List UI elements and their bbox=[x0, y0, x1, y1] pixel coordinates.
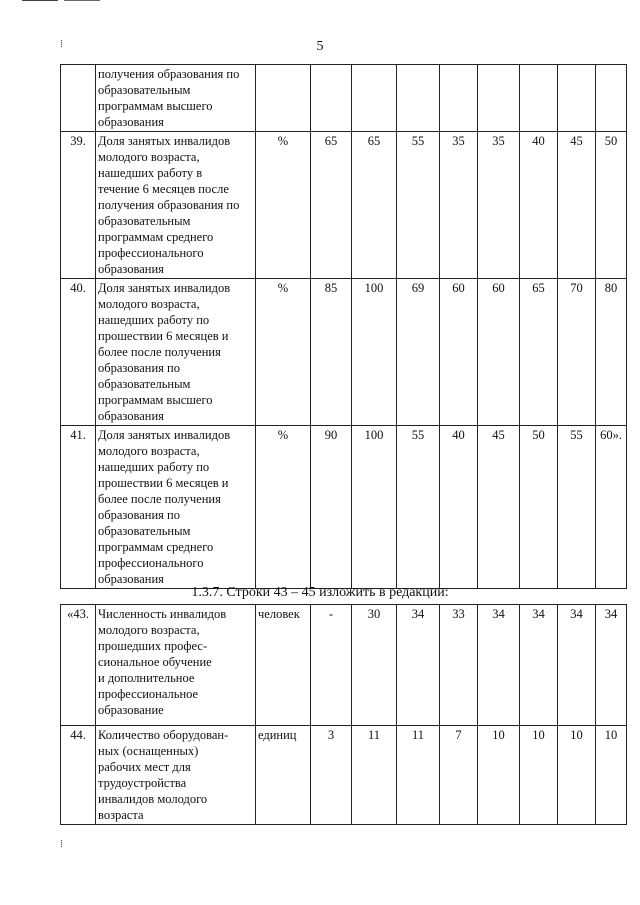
value-cell: 35 bbox=[440, 132, 478, 279]
page-number: 5 bbox=[316, 39, 324, 54]
indicators-table-continued bbox=[60, 64, 627, 589]
value-cell: 34 bbox=[520, 605, 558, 726]
description-line: Доля занятых инвалидов bbox=[98, 134, 231, 148]
value-cell: 65 bbox=[352, 132, 397, 279]
unit-cell: % bbox=[256, 132, 311, 279]
description-line: профессионального bbox=[98, 556, 204, 570]
value-cell: 40 bbox=[440, 426, 478, 589]
amendment-paragraph: 1.3.7. Строки 43 – 45 изложить в редакции: bbox=[191, 585, 449, 600]
value-cell: 30 bbox=[352, 605, 397, 726]
description-line: образования по bbox=[98, 508, 181, 522]
row-number: 39. bbox=[61, 132, 96, 279]
description-line: образования по bbox=[98, 361, 181, 375]
indicator-description bbox=[96, 65, 256, 132]
description-line: прошествии 6 месяцев и bbox=[98, 476, 229, 490]
table-row bbox=[61, 426, 627, 589]
description-line: образования bbox=[98, 409, 164, 423]
row-number: «43. bbox=[61, 605, 96, 726]
description-line: образования bbox=[98, 262, 164, 276]
value-cell: 10 bbox=[596, 726, 627, 825]
top-rule bbox=[22, 0, 58, 1]
description-line: молодого возраста, bbox=[98, 150, 200, 164]
scan-mark: ⁞ bbox=[60, 838, 64, 850]
value-cell: 80 bbox=[596, 279, 627, 426]
value-cell: 34 bbox=[558, 605, 596, 726]
description-line: молодого возраста, bbox=[98, 297, 200, 311]
value-cell bbox=[478, 65, 520, 132]
description-line: Доля занятых инвалидов bbox=[98, 281, 231, 295]
value-cell: 45 bbox=[558, 132, 596, 279]
value-cell: 10 bbox=[558, 726, 596, 825]
row-number bbox=[61, 65, 96, 132]
value-cell: 100 bbox=[352, 279, 397, 426]
top-rule-2 bbox=[64, 0, 100, 1]
value-cell: 50 bbox=[520, 426, 558, 589]
table-row bbox=[61, 605, 627, 726]
description-line: программам высшего bbox=[98, 393, 213, 407]
row-number: 40. bbox=[61, 279, 96, 426]
value-cell bbox=[520, 65, 558, 132]
value-cell bbox=[440, 65, 478, 132]
value-cell: 33 bbox=[440, 605, 478, 726]
description-line: образовательным bbox=[98, 214, 191, 228]
value-cell: - bbox=[311, 605, 352, 726]
table-row bbox=[61, 132, 627, 279]
description-line: образовательным bbox=[98, 524, 191, 538]
value-cell: 34 bbox=[478, 605, 520, 726]
value-cell: 45 bbox=[478, 426, 520, 589]
description-line: получения образования по bbox=[98, 198, 240, 212]
indicator-description bbox=[96, 605, 256, 726]
value-cell: 65 bbox=[520, 279, 558, 426]
value-cell bbox=[558, 65, 596, 132]
description-line: и дополнительное bbox=[98, 671, 195, 685]
description-line: профессиональное bbox=[98, 687, 199, 701]
description-line: молодого возраста, bbox=[98, 623, 200, 637]
description-line: более после получения bbox=[98, 345, 221, 359]
value-cell: 40 bbox=[520, 132, 558, 279]
value-cell: 50 bbox=[596, 132, 627, 279]
value-cell: 10 bbox=[478, 726, 520, 825]
description-line: прошествии 6 месяцев и bbox=[98, 329, 229, 343]
description-line: образования bbox=[98, 572, 164, 586]
description-line: образовательным bbox=[98, 377, 191, 391]
value-cell: 60». bbox=[596, 426, 627, 589]
value-cell bbox=[596, 65, 627, 132]
indicator-description bbox=[96, 726, 256, 825]
description-line: нашедших работу по bbox=[98, 460, 210, 474]
indicator-description bbox=[96, 279, 256, 426]
description-line: Доля занятых инвалидов bbox=[98, 428, 231, 442]
description-line: Количество оборудован- bbox=[98, 728, 229, 742]
description-line: нашедших работу по bbox=[98, 313, 210, 327]
value-cell: 65 bbox=[311, 132, 352, 279]
description-line: образование bbox=[98, 703, 164, 717]
value-cell: 60 bbox=[478, 279, 520, 426]
value-cell: 11 bbox=[352, 726, 397, 825]
value-cell: 70 bbox=[558, 279, 596, 426]
description-line: ных (оснащенных) bbox=[98, 744, 199, 758]
table-row bbox=[61, 726, 627, 825]
indicator-description bbox=[96, 426, 256, 589]
description-line: образовательным bbox=[98, 83, 191, 97]
description-line: профессионального bbox=[98, 246, 204, 260]
value-cell: 100 bbox=[352, 426, 397, 589]
description-line: программам среднего bbox=[98, 540, 214, 554]
unit-cell: человек bbox=[256, 605, 311, 726]
unit-cell: единиц bbox=[256, 726, 311, 825]
value-cell: 34 bbox=[596, 605, 627, 726]
table-row bbox=[61, 65, 627, 132]
description-line: прошедших профес- bbox=[98, 639, 208, 653]
value-cell: 55 bbox=[558, 426, 596, 589]
value-cell: 55 bbox=[397, 132, 440, 279]
unit-cell: % bbox=[256, 279, 311, 426]
description-line: инвалидов молодого bbox=[98, 792, 208, 806]
description-line: программам высшего bbox=[98, 99, 213, 113]
description-line: получения образования по bbox=[98, 67, 240, 81]
description-line: трудоустройства bbox=[98, 776, 187, 790]
description-line: Численность инвалидов bbox=[98, 607, 227, 621]
value-cell: 55 bbox=[397, 426, 440, 589]
value-cell: 35 bbox=[478, 132, 520, 279]
unit-cell bbox=[256, 65, 311, 132]
row-number: 44. bbox=[61, 726, 96, 825]
value-cell: 85 bbox=[311, 279, 352, 426]
description-line: возраста bbox=[98, 808, 144, 822]
value-cell: 60 bbox=[440, 279, 478, 426]
value-cell: 69 bbox=[397, 279, 440, 426]
description-line: сиональное обучение bbox=[98, 655, 212, 669]
value-cell: 3 bbox=[311, 726, 352, 825]
indicator-description bbox=[96, 132, 256, 279]
value-cell: 7 bbox=[440, 726, 478, 825]
description-line: молодого возраста, bbox=[98, 444, 200, 458]
value-cell bbox=[311, 65, 352, 132]
table-row bbox=[61, 279, 627, 426]
value-cell bbox=[352, 65, 397, 132]
description-line: течение 6 месяцев после bbox=[98, 182, 229, 196]
unit-cell: % bbox=[256, 426, 311, 589]
value-cell: 11 bbox=[397, 726, 440, 825]
description-line: нашедших работу в bbox=[98, 166, 203, 180]
value-cell: 34 bbox=[397, 605, 440, 726]
scan-mark: ⁞ bbox=[60, 38, 64, 50]
description-line: образования bbox=[98, 115, 164, 129]
description-line: программам среднего bbox=[98, 230, 214, 244]
value-cell: 10 bbox=[520, 726, 558, 825]
value-cell: 90 bbox=[311, 426, 352, 589]
value-cell bbox=[397, 65, 440, 132]
description-line: более после получения bbox=[98, 492, 221, 506]
row-number: 41. bbox=[61, 426, 96, 589]
description-line: рабочих мест для bbox=[98, 760, 191, 774]
indicators-table-new bbox=[60, 604, 627, 825]
